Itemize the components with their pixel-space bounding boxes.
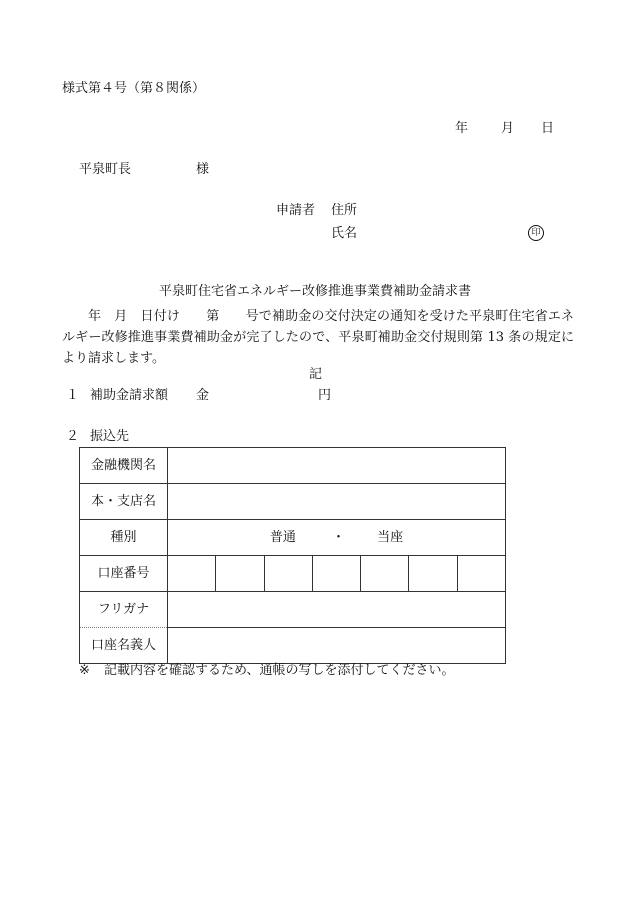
account-digit-cell[interactable] — [168, 556, 216, 591]
date-day: 日 — [541, 121, 555, 136]
name-label: 氏名 — [331, 226, 358, 241]
table-row — [80, 520, 506, 556]
form-number: 様式第４号（第８関係） — [62, 81, 206, 96]
body-text: 年 月 日付け 第 号で補助金の交付決定の通知を受けた平泉町住宅省エネルギー改修推進事業費補助金が完了したので、平泉町補助金交付規則第 13 条の規定により請求します。 — [62, 309, 574, 366]
table-row — [80, 448, 506, 484]
bank-name-field[interactable] — [168, 448, 506, 484]
holder-field[interactable] — [168, 628, 506, 664]
note-mark: ※ — [79, 663, 90, 678]
item1-kin: 金 — [196, 388, 210, 403]
account-number-field[interactable] — [168, 556, 506, 592]
account-digit-cell[interactable] — [216, 556, 264, 591]
account-digit-cell[interactable] — [361, 556, 409, 591]
item2-label: 振込先 — [90, 429, 130, 444]
body-paragraph — [62, 306, 574, 369]
address-label: 住所 — [331, 203, 358, 218]
table-row — [80, 592, 506, 628]
addressee: 平泉町長 — [79, 162, 132, 177]
account-digit-cell[interactable] — [409, 556, 457, 591]
branch-field[interactable] — [168, 484, 506, 520]
furigana-field[interactable] — [168, 592, 506, 628]
applicant-label: 申請者 — [276, 203, 316, 218]
table-row — [80, 556, 506, 592]
type-current[interactable]: 当座 — [377, 530, 404, 545]
type-separator: ・ — [331, 530, 345, 545]
branch-label: 本・支店名 — [80, 484, 168, 520]
account-number-label: 口座番号 — [80, 556, 168, 592]
item1-number: １ — [66, 388, 80, 403]
honorific: 様 — [196, 162, 210, 177]
item1-yen: 円 — [318, 388, 332, 403]
type-label: 種別 — [80, 520, 168, 556]
account-digit-cell[interactable] — [458, 556, 505, 591]
item1-label: 補助金請求額 — [90, 388, 169, 403]
ki-marker: 記 — [309, 367, 323, 382]
furigana-label: フリガナ — [80, 592, 168, 628]
bank-name-label: 金融機関名 — [80, 448, 168, 484]
holder-label: 口座名義人 — [80, 628, 168, 664]
table-row — [80, 628, 506, 664]
account-type-field[interactable] — [168, 520, 506, 556]
item2-number: ２ — [66, 429, 80, 444]
bank-transfer-table — [79, 447, 506, 664]
table-row — [80, 484, 506, 520]
document-title: 平泉町住宅省エネルギー改修推進事業費補助金請求書 — [158, 284, 471, 299]
account-digit-cell[interactable] — [313, 556, 361, 591]
seal-mark: 印 — [528, 225, 544, 241]
note-text: 記載内容を確認するため、通帳の写しを添付してください。 — [104, 663, 455, 678]
date-month: 月 — [501, 121, 515, 136]
account-digit-cell[interactable] — [265, 556, 313, 591]
date-year: 年 — [455, 121, 469, 136]
type-ordinary[interactable]: 普通 — [269, 530, 296, 545]
